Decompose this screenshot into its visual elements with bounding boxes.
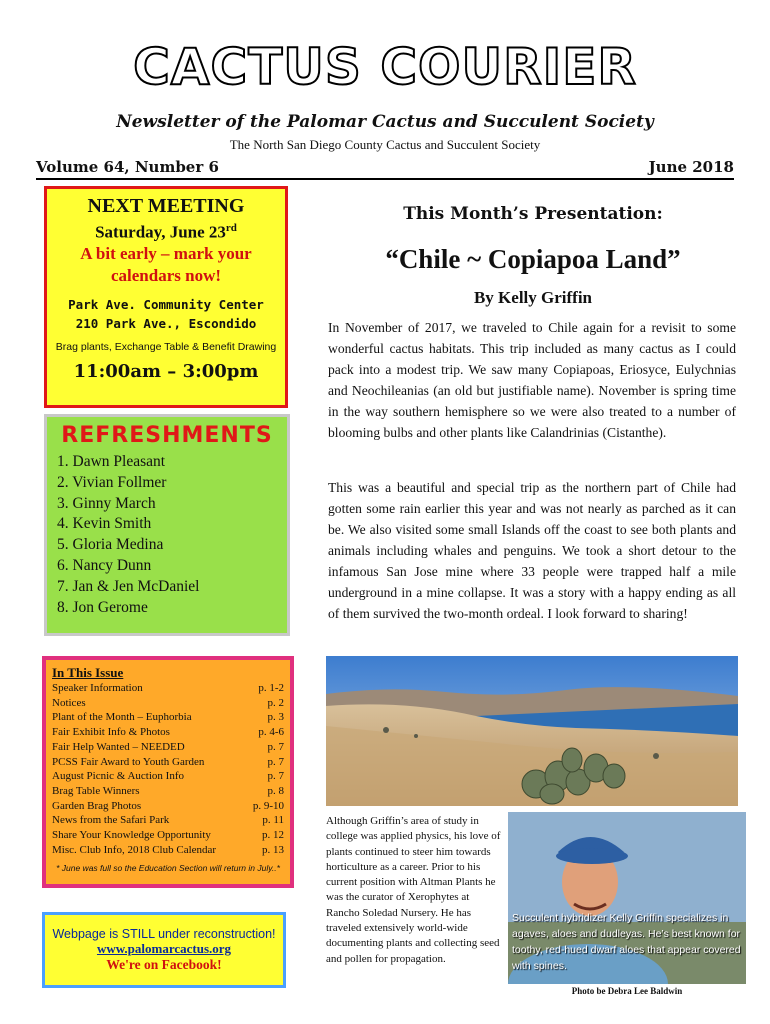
photo-credit: Photo be Debra Lee Baldwin	[571, 986, 683, 996]
cactus-landscape-photo	[326, 656, 738, 806]
toc-row[interactable]: Speaker Information p. 1-2	[52, 682, 284, 694]
speaker-bio: Although Griffin’s area of study in college was applied physics, his love of plants continued to steer him towards horticulture as a career. Prior to his current position with Altman Plants he was the curator of Xerophytes at Rancho Soledad Nursery. He has traveled extensively world-wide documenting plants and collecting seed and pollen for propagation.	[326, 815, 501, 965]
list-item: 4. Kevin Smith	[57, 515, 152, 533]
webpage-notice: Webpage is STILL under reconstruction!	[52, 927, 276, 941]
list-item: 7. Jan & Jen McDaniel	[57, 577, 200, 595]
toc-row[interactable]: Garden Brag Photos p. 9-10	[52, 799, 284, 812]
toc-row[interactable]: Notices p. 2	[52, 696, 284, 709]
list-item: 6. Nancy Dunn	[57, 556, 152, 574]
refreshments-box	[44, 414, 290, 636]
society-name: The North San Diego County Cactus and Succulent Society	[229, 137, 541, 152]
toc-row[interactable]: PCSS Fair Award to Youth Garden p. 7	[52, 755, 284, 768]
meeting-activities: Brag plants, Exchange Table & Benefit Drawing	[55, 340, 277, 353]
meeting-notice-1: A bit early – mark your	[80, 243, 252, 263]
list-item: 1. Dawn Pleasant	[57, 453, 166, 470]
refreshments-heading: REFRESHMENTS	[61, 423, 273, 448]
presentation-byline: By Kelly Griffin	[473, 288, 593, 307]
webpage-box	[42, 912, 286, 988]
newsletter-subtitle: Newsletter of the Palomar Cactus and Succulent Society	[116, 112, 654, 132]
list-item: 8. Jon Gerome	[57, 598, 148, 616]
website-link[interactable]: www.palomarcactus.org	[96, 941, 232, 956]
article-paragraph-2: This was a beautiful and special trip as the northern part of Chile had gotten some rain earlier this year and was not nearly as parched as it can be. We also visited some small Islands off the coast to see both plants and animals including whales and penguins. We took a short detour to the infamous San Jose mine where 33 people were trapped half a mile underground in a mine collapse. It was a story with a happy ending as all of them survived the two-month ordeal. I look forward to sharing!	[328, 480, 736, 621]
list-item: 5. Gloria Medina	[57, 536, 164, 554]
list-item: 2. Vivian Follmer	[57, 473, 167, 491]
meeting-notice-2: calendars now!	[110, 265, 222, 285]
volume-number: Volume 64, Number 6	[36, 158, 219, 176]
meeting-venue: Park Ave. Community Center 210 Park Ave., Escondido	[68, 296, 264, 331]
toc-row[interactable]: Plant of the Month – Euphorbia p. 3	[52, 711, 284, 724]
next-meeting-box	[44, 186, 288, 408]
refreshments-list	[57, 452, 277, 618]
toc-row[interactable]: Fair Exhibit Info & Photos p. 4-6	[52, 726, 284, 739]
in-this-issue-box	[42, 656, 294, 888]
toc-row[interactable]: Fair Help Wanted – NEEDED p. 7	[52, 740, 284, 753]
toc-row[interactable]: News from the Safari Park p. 11	[52, 814, 284, 827]
list-item: 3. Ginny March	[57, 494, 156, 512]
issue-heading: In This Issue	[52, 665, 124, 680]
speaker-portrait-photo	[508, 812, 746, 984]
presentation-title: “Chile ~ Copiapoa Land”	[385, 244, 681, 274]
issue-date: June 2018	[648, 158, 734, 176]
toc-row[interactable]: Brag Table Winners p. 8	[52, 784, 284, 797]
meeting-heading: NEXT MEETING	[87, 195, 245, 217]
article-paragraph-1: In November of 2017, we traveled to Chile again for a revisit to some wonderful cactus habitats. This trip included as many cactus as I could pack into a modest trip. We saw many Copiapoas, Eriosyce, Eulychnias and Neochileanias (an old but justifiable name). November is spring time in the way southern hemisphere so we were also treated to a number of blooming bulbs and other plants like Calandrinias (Cistanthe).	[328, 320, 736, 440]
meeting-date: Saturday, June 23rd	[95, 222, 237, 242]
photo-caption: Succulent hybridizer Kelly Griffin specializes in agaves, aloes and dudleyas. He’s best known for toothy, red-hued dwarf aloes that appear covered with spines.	[512, 912, 741, 972]
toc-row[interactable]: Misc. Club Info, 2018 Club Calendar p. 13	[52, 843, 284, 856]
toc-row[interactable]: Share Your Knowledge Opportunity p. 12	[52, 829, 284, 842]
newsletter-title: CACTUS COURIER	[133, 38, 637, 96]
facebook-notice: We're on Facebook!	[106, 957, 222, 972]
header-divider	[36, 178, 734, 180]
meeting-time: 11:00am – 3:00pm	[73, 360, 259, 382]
presentation-heading: This Month’s Presentation:	[403, 204, 663, 224]
toc-row[interactable]: August Picnic & Auction Info p. 7	[52, 770, 284, 783]
issue-note: * June was full so the Education Section will return in July..*	[56, 863, 280, 874]
